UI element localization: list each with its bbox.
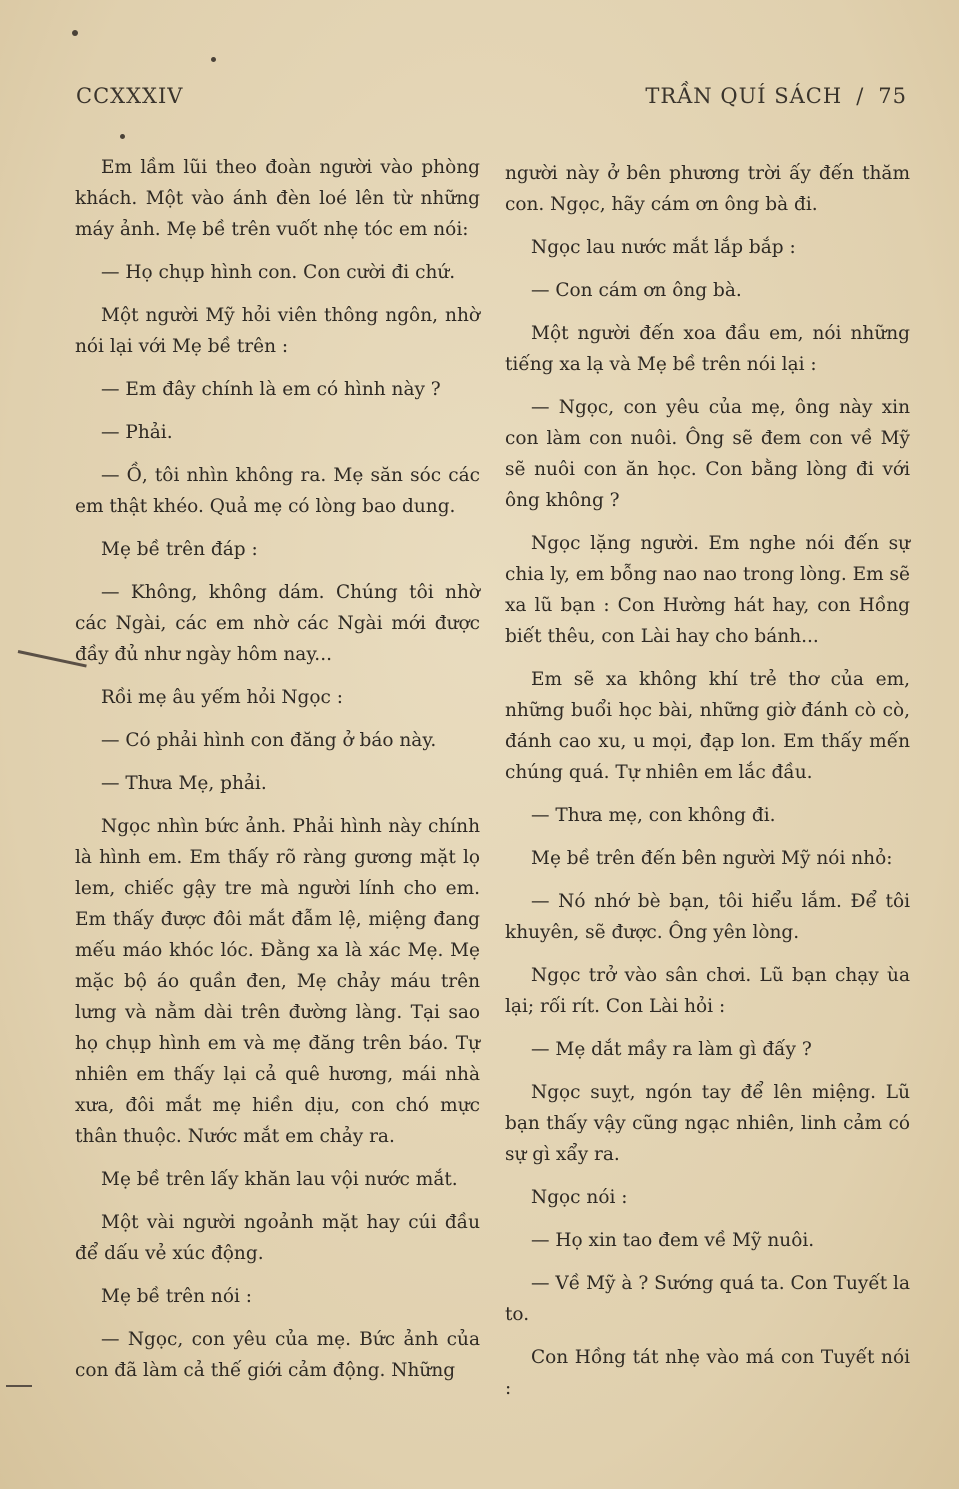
paragraph: Mẹ bề trên nói : bbox=[101, 1286, 252, 1307]
left-column bbox=[75, 152, 480, 1398]
book-title: TRẦN QUÍ SÁCH bbox=[645, 84, 843, 108]
paragraph: — Về Mỹ à ? Sướng quá ta. Con Tuyết la to. bbox=[505, 1273, 910, 1325]
paragraph: — Họ xin tao đem về Mỹ nuôi. bbox=[531, 1230, 815, 1251]
paragraph: Con Hồng tát nhẹ vào má con Tuyết nói : bbox=[505, 1347, 910, 1399]
ink-speck bbox=[211, 57, 216, 62]
page-number: 75 bbox=[878, 84, 907, 108]
chapter-number: CCXXXIV bbox=[76, 84, 184, 108]
paragraph: — Em đây chính là em có hình này ? bbox=[101, 379, 441, 400]
paragraph: Rồi mẹ âu yếm hỏi Ngọc : bbox=[101, 687, 343, 708]
paragraph: Mẹ bề trên đến bên người Mỹ nói nhỏ: bbox=[531, 848, 893, 869]
paragraph: Ngọc suỵt, ngón tay để lên miệng. Lũ bạn thấy vậy cũng ngạc nhiên, linh cảm có sự gì xẩy ra. bbox=[505, 1082, 910, 1165]
paragraph: người này ở bên phương trời ấy đến thăm con. Ngọc, hãy cám ơn ông bà đi. bbox=[505, 163, 910, 215]
paragraph: Một vài người ngoảnh mặt hay cúi đầu để dấu vẻ xúc động. bbox=[75, 1212, 480, 1264]
page-header bbox=[76, 84, 907, 114]
paragraph: — Nó nhớ bè bạn, tôi hiểu lắm. Để tôi khuyên, sẽ được. Ông yên lòng. bbox=[505, 891, 910, 943]
paragraph: — Không, không dám. Chúng tôi nhờ các Ngài, các em nhờ các Ngài mới được đầy đủ như ngày hôm nay... bbox=[75, 582, 480, 665]
paragraph: Ngọc lau nước mắt lắp bắp : bbox=[531, 237, 796, 258]
paragraph: — Phải. bbox=[101, 422, 173, 443]
header-separator: / bbox=[856, 84, 865, 108]
ink-speck bbox=[72, 30, 78, 36]
paragraph: — Ồ, tôi nhìn không ra. Mẹ săn sóc các em thật khéo. Quả mẹ có lòng bao dung. bbox=[75, 465, 480, 517]
ink-speck bbox=[120, 134, 125, 139]
paragraph: Một người đến xoa đầu em, nói những tiếng xa lạ và Mẹ bề trên nói lại : bbox=[505, 323, 910, 375]
paragraph: — Thưa Mẹ, phải. bbox=[101, 773, 267, 794]
paragraph: — Con cám ơn ông bà. bbox=[531, 280, 742, 301]
paragraph: — Ngọc, con yêu của mẹ, ông này xin con làm con nuôi. Ông sẽ đem con về Mỹ sẽ nuôi con ăn học. Con bằng lòng đi với ông không ? bbox=[505, 397, 910, 511]
paragraph: — Thưa mẹ, con không đi. bbox=[531, 805, 776, 826]
paragraph: — Có phải hình con đăng ở báo này. bbox=[101, 730, 437, 751]
paragraph: Ngọc nói : bbox=[531, 1187, 628, 1208]
paragraph: Em lầm lũi theo đoàn người vào phòng khách. Một vào ánh đèn loé lên từ những máy ảnh. Mẹ bề trên vuốt nhẹ tóc em nói: bbox=[75, 157, 480, 240]
paragraph: Một người Mỹ hỏi viên thông ngôn, nhờ nói lại với Mẹ bề trên : bbox=[75, 305, 480, 357]
paragraph: — Mẹ dắt mầy ra làm gì đấy ? bbox=[531, 1039, 812, 1060]
right-column bbox=[505, 158, 910, 1416]
paragraph: Ngọc nhìn bức ảnh. Phải hình này chính là hình em. Em thấy rõ ràng gương mặt lọ lem, chiếc gậy tre mà người lính cho em. Em thấy được đôi mắt đẫm lệ, miệng đang mếu máo khóc lóc. Đằng xa là xác Mẹ. Mẹ mặc bộ áo quần đen, Mẹ chảy máu trên lưng và nằm dài trên đường làng. Tại sao họ chụp hình em và mẹ đăng trên báo. Tự nhiên em thấy lại cả quê hương, mái nhà xưa, đôi mắt mẹ hiền dịu, con chó mực thân thuộc. Nước mắt em chảy ra. bbox=[75, 816, 480, 1147]
paragraph: Ngọc trở vào sân chơi. Lũ bạn chạy ùa lại; rối rít. Con Lài hỏi : bbox=[505, 965, 910, 1017]
pencil-mark bbox=[6, 1385, 32, 1387]
running-title bbox=[645, 84, 907, 108]
paragraph: Mẹ bề trên lấy khăn lau vội nước mắt. bbox=[101, 1169, 458, 1190]
paragraph: — Họ chụp hình con. Con cười đi chứ. bbox=[101, 262, 456, 283]
paragraph: Ngọc lặng người. Em nghe nói đến sự chia ly, em bỗng nao nao trong lòng. Em sẽ xa lũ bạn : Con Hường hát hay, con Hồng biết thêu, con Lài hay cho bánh... bbox=[505, 533, 910, 647]
paragraph: — Ngọc, con yêu của mẹ. Bức ảnh của con đã làm cả thế giới cảm động. Những bbox=[75, 1329, 480, 1381]
paragraph: Mẹ bề trên đáp : bbox=[101, 539, 258, 560]
paragraph: Em sẽ xa không khí trẻ thơ của em, những buổi học bài, những giờ đánh cò cò, đánh cao xu, u mọi, đạp lon. Em thấy mến chúng quá. Tự nhiên em lắc đầu. bbox=[505, 669, 910, 783]
